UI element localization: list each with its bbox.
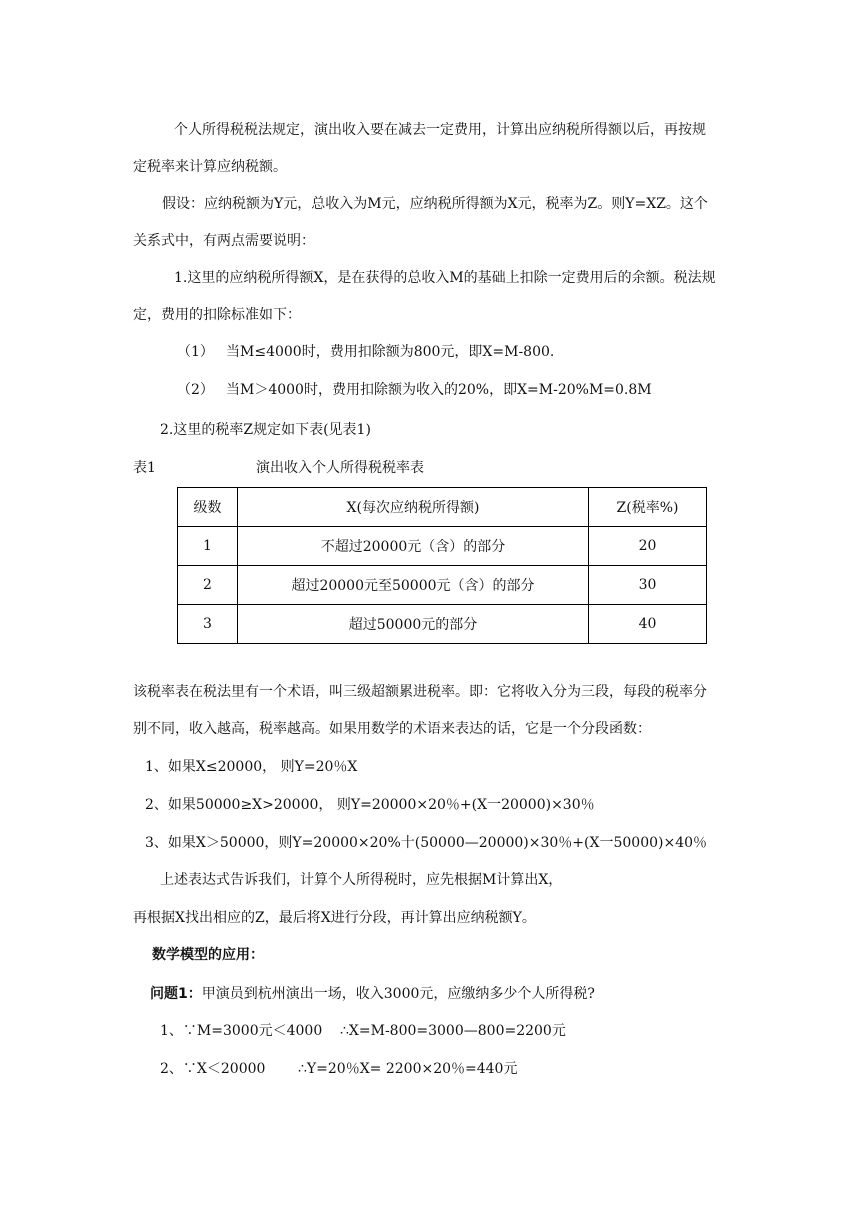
point2-line: 2.这里的税率Z规定如下表(见表1) [160, 422, 371, 438]
question-text: 甲演员到杭州演出一场，收入3000元，应缴纳多少个人所得税? [201, 986, 595, 1002]
table-row [178, 527, 707, 566]
cell-range: 超过20000元至50000元（含）的部分 [238, 566, 589, 605]
rule-2-number: （2） [177, 382, 214, 398]
description-line-1: 该税率表在税法里有一个术语，叫三级超额累进税率。即：它将收入分为三段，每段的税率分 [133, 684, 707, 700]
step-1-condition: 1、∵M=3000元＜4000 [160, 1023, 323, 1039]
assumption-line-1: 假设：应纳税额为Y元，总收入为M元，应纳税所得额为X元，税率为Z。则Y=XZ。这个 [162, 196, 708, 212]
assumption-line-2: 关系式中，有两点需要说明： [133, 233, 315, 249]
step-2-condition: 2、∵X＜20000 [160, 1061, 266, 1077]
table-title: 演出收入个人所得税税率表 [256, 460, 424, 476]
cell-range: 超过50000元的部分 [238, 605, 589, 644]
header-taxable-income: X(每次应纳税所得额) [238, 488, 589, 527]
summary-line-2: 再根据X找出相应的Z，最后将X进行分段，再计算出应纳税额Y。 [133, 910, 536, 926]
step-2-result: ∴Y=20％X= 2200×20％=440元 [298, 1061, 518, 1077]
cell-rate: 30 [589, 566, 707, 605]
description-line-2: 别不同，收入越高，税率越高。如果用数学的术语来表达的话，它是一个分段函数： [133, 721, 651, 737]
cell-rate: 20 [589, 527, 707, 566]
question-1 [150, 984, 595, 1004]
rule-2-text: 当M＞4000时，费用扣除额为收入的20%，即X=M-20%M=0.8M [226, 382, 652, 398]
intro-line-2: 定税率来计算应纳税额。 [133, 159, 287, 175]
cell-level: 1 [178, 527, 238, 566]
rule-1-text: 当M≤4000时，费用扣除额为800元，即X=M-800. [226, 344, 555, 360]
step-1-result: ∴X=M-800=3000—800=2200元 [340, 1023, 566, 1039]
question-label: 问题1： [150, 986, 202, 1002]
cell-level: 2 [178, 566, 238, 605]
intro-line-1: 个人所得税税法规定，演出收入要在减去一定费用，计算出应纳税所得额以后，再按规 [174, 122, 706, 138]
table-row [178, 566, 707, 605]
case-1: 1、如果X≤20000， 则Y=20％X [145, 759, 358, 775]
table-row [178, 605, 707, 644]
case-3: 3、如果X＞50000，则Y=20000×20%十(50000—20000)×30％+(X一50000)×40％ [145, 835, 708, 851]
cell-range: 不超过20000元（含）的部分 [238, 527, 589, 566]
header-tax-rate: Z(税率%) [589, 488, 707, 527]
case-2: 2、如果50000≥X>20000， 则Y=20000×20％+(X一20000)×30％ [145, 797, 595, 813]
header-level: 级数 [178, 488, 238, 527]
summary-line-1: 上述表达式告诉我们，计算个人所得税时，应先根据M计算出X， [160, 872, 563, 888]
tax-rate-table [177, 487, 707, 644]
table-header-row [178, 488, 707, 527]
point1-line-1: 1.这里的应纳税所得额X，是在获得的总收入M的基础上扣除一定费用后的余额。税法规 [174, 270, 716, 286]
table-label: 表1 [133, 460, 156, 476]
rule-1-number: （1） [177, 344, 214, 360]
cell-level: 3 [178, 605, 238, 644]
point1-line-2: 定，费用的扣除标准如下： [133, 307, 301, 323]
cell-rate: 40 [589, 605, 707, 644]
application-heading: 数学模型的应用： [152, 947, 264, 963]
